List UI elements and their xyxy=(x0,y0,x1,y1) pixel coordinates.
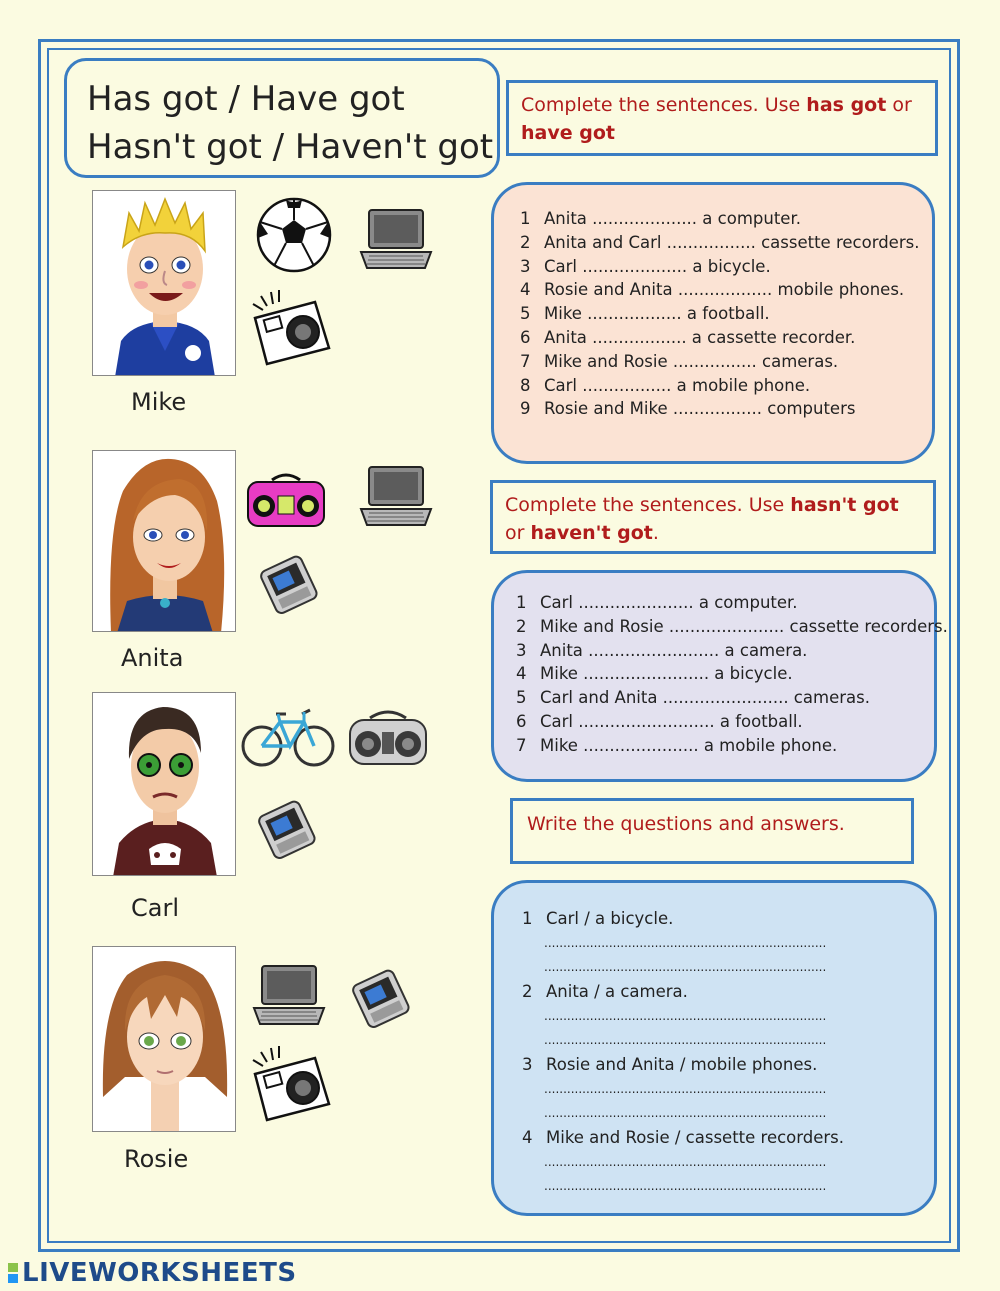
exercise-item xyxy=(520,207,932,231)
camera-icon xyxy=(245,1044,341,1128)
answer-line[interactable]: .......................................................................... xyxy=(544,936,827,950)
answer-line[interactable]: .......................................................................... xyxy=(544,1106,827,1120)
item-number: 4 xyxy=(516,664,527,684)
question-item xyxy=(522,1053,934,1125)
mobile-phone-icon xyxy=(344,962,416,1036)
instruction-1-text: Complete the sentences. Use xyxy=(521,94,807,116)
question-item xyxy=(522,907,934,979)
exercise-item xyxy=(520,397,932,421)
item-text: Carl ................. a mobile phone. xyxy=(544,375,811,395)
item-text: Mike ........................ a bicycle. xyxy=(540,664,793,684)
instruction-2-or: or xyxy=(505,522,531,544)
exercise-item xyxy=(520,278,932,302)
item-number: 3 xyxy=(520,256,531,276)
item-text: Rosie and Anita / mobile phones. xyxy=(546,1055,818,1074)
answer-line[interactable]: .......................................................................... xyxy=(544,1155,827,1169)
cassette-recorder-icon xyxy=(346,706,430,772)
exercise-item xyxy=(520,350,932,374)
instruction-1-or: or xyxy=(886,94,912,116)
title-line-2: Hasn't got / Haven't got xyxy=(87,127,494,167)
instruction-2-bold-1: hasn't got xyxy=(790,494,899,516)
mobile-phone-icon xyxy=(250,793,322,867)
question-prompt xyxy=(522,907,934,931)
item-number: 7 xyxy=(516,735,527,755)
question-item xyxy=(522,980,934,1052)
instruction-2-bold-2: haven't got xyxy=(530,522,653,544)
item-number: 2 xyxy=(516,616,527,636)
exercise-3-box xyxy=(491,880,937,1216)
item-text: Mike .................. a football. xyxy=(544,304,770,324)
item-text: Rosie and Anita .................. mobile phones. xyxy=(544,280,905,300)
item-text: Anita and Carl ................. cassette recorders. xyxy=(544,232,920,252)
item-number: 5 xyxy=(516,688,527,708)
item-text: Anita .................... a computer. xyxy=(544,209,801,228)
item-number: 7 xyxy=(520,351,531,371)
answer-line[interactable]: .......................................................................... xyxy=(544,1009,827,1023)
item-text: Mike and Rosie ...................... cassette recorders. xyxy=(540,616,948,636)
exercise-item xyxy=(516,639,934,663)
item-text: Carl / a bicycle. xyxy=(546,909,674,928)
exercise-item xyxy=(516,662,934,686)
name-anita: Anita xyxy=(121,644,184,672)
instruction-2-text: Complete the sentences. Use xyxy=(505,494,791,516)
name-rosie: Rosie xyxy=(124,1145,189,1173)
exercise-item xyxy=(516,686,934,710)
item-number: 1 xyxy=(522,909,533,928)
instruction-2-period: . xyxy=(652,522,659,544)
exercise-item xyxy=(520,374,932,398)
answer-line[interactable]: .......................................................................... xyxy=(544,1033,827,1047)
item-number: 6 xyxy=(520,327,531,347)
exercise-item xyxy=(520,302,932,326)
name-carl: Carl xyxy=(131,894,179,922)
title-line-1: Has got / Have got xyxy=(87,79,405,119)
item-number: 4 xyxy=(522,1128,533,1147)
exercise-item xyxy=(520,255,932,279)
item-text: Carl .................... a bicycle. xyxy=(544,256,771,276)
question-prompt xyxy=(522,1053,934,1077)
item-number: 3 xyxy=(522,1055,533,1074)
exercise-2-box xyxy=(491,570,948,782)
question-prompt xyxy=(522,980,934,1004)
portrait-carl xyxy=(92,692,236,876)
portrait-rosie xyxy=(92,946,236,1132)
liveworksheets-mark-icon xyxy=(8,1262,18,1284)
answer-line[interactable]: .......................................................................... xyxy=(544,960,827,974)
item-number: 6 xyxy=(516,711,527,731)
item-number: 2 xyxy=(522,982,533,1001)
item-number: 1 xyxy=(520,209,531,228)
instruction-1-bold-2: have got xyxy=(521,122,615,144)
camera-icon xyxy=(245,288,341,372)
item-text: Mike and Rosie ................ cameras. xyxy=(544,351,839,371)
answer-line[interactable]: .......................................................................... xyxy=(544,1082,827,1096)
exercise-item xyxy=(516,710,934,734)
exercise-item xyxy=(520,326,932,350)
item-text: Carl ...................... a computer. xyxy=(540,593,798,612)
item-text: Rosie and Mike ................. computers xyxy=(544,399,856,419)
portrait-mike xyxy=(92,190,236,376)
item-number: 9 xyxy=(520,399,531,419)
exercise-item xyxy=(520,231,932,255)
item-number: 5 xyxy=(520,304,531,324)
item-number: 1 xyxy=(516,593,527,612)
mobile-phone-icon xyxy=(252,548,324,622)
bicycle-icon xyxy=(240,700,336,776)
item-number: 2 xyxy=(520,232,531,252)
question-prompt xyxy=(522,1126,934,1150)
liveworksheets-brand: LIVEWORKSHEETS xyxy=(22,1258,297,1288)
instruction-1 xyxy=(506,80,938,156)
liveworksheets-logo xyxy=(8,1258,297,1288)
exercise-item xyxy=(516,591,934,615)
exercise-1-box xyxy=(491,182,935,464)
item-number: 4 xyxy=(520,280,531,300)
item-text: Carl and Anita ........................ cameras. xyxy=(540,688,870,708)
item-text: Anita ......................... a camera. xyxy=(540,640,808,660)
laptop-icon xyxy=(250,962,328,1032)
item-text: Carl .......................... a football. xyxy=(540,711,803,731)
instruction-3: Write the questions and answers. xyxy=(510,798,914,864)
exercise-item xyxy=(516,615,948,639)
portrait-anita xyxy=(92,450,236,632)
question-item xyxy=(522,1126,934,1198)
laptop-icon xyxy=(357,206,435,276)
item-number: 8 xyxy=(520,375,531,395)
item-text: Anita .................. a cassette recorder. xyxy=(544,327,856,347)
item-text: Mike and Rosie / cassette recorders. xyxy=(546,1128,845,1147)
item-text: Mike ...................... a mobile phone. xyxy=(540,735,838,755)
exercise-item xyxy=(516,734,934,758)
title-box xyxy=(64,58,500,178)
instruction-1-bold-1: has got xyxy=(806,94,887,116)
football-icon xyxy=(250,196,338,278)
item-number: 3 xyxy=(516,640,527,660)
laptop-icon xyxy=(357,463,435,533)
name-mike: Mike xyxy=(131,388,187,416)
instruction-2 xyxy=(490,480,936,554)
item-text: Anita / a camera. xyxy=(546,982,688,1001)
answer-line[interactable]: .......................................................................... xyxy=(544,1179,827,1193)
boombox-icon xyxy=(244,470,328,534)
